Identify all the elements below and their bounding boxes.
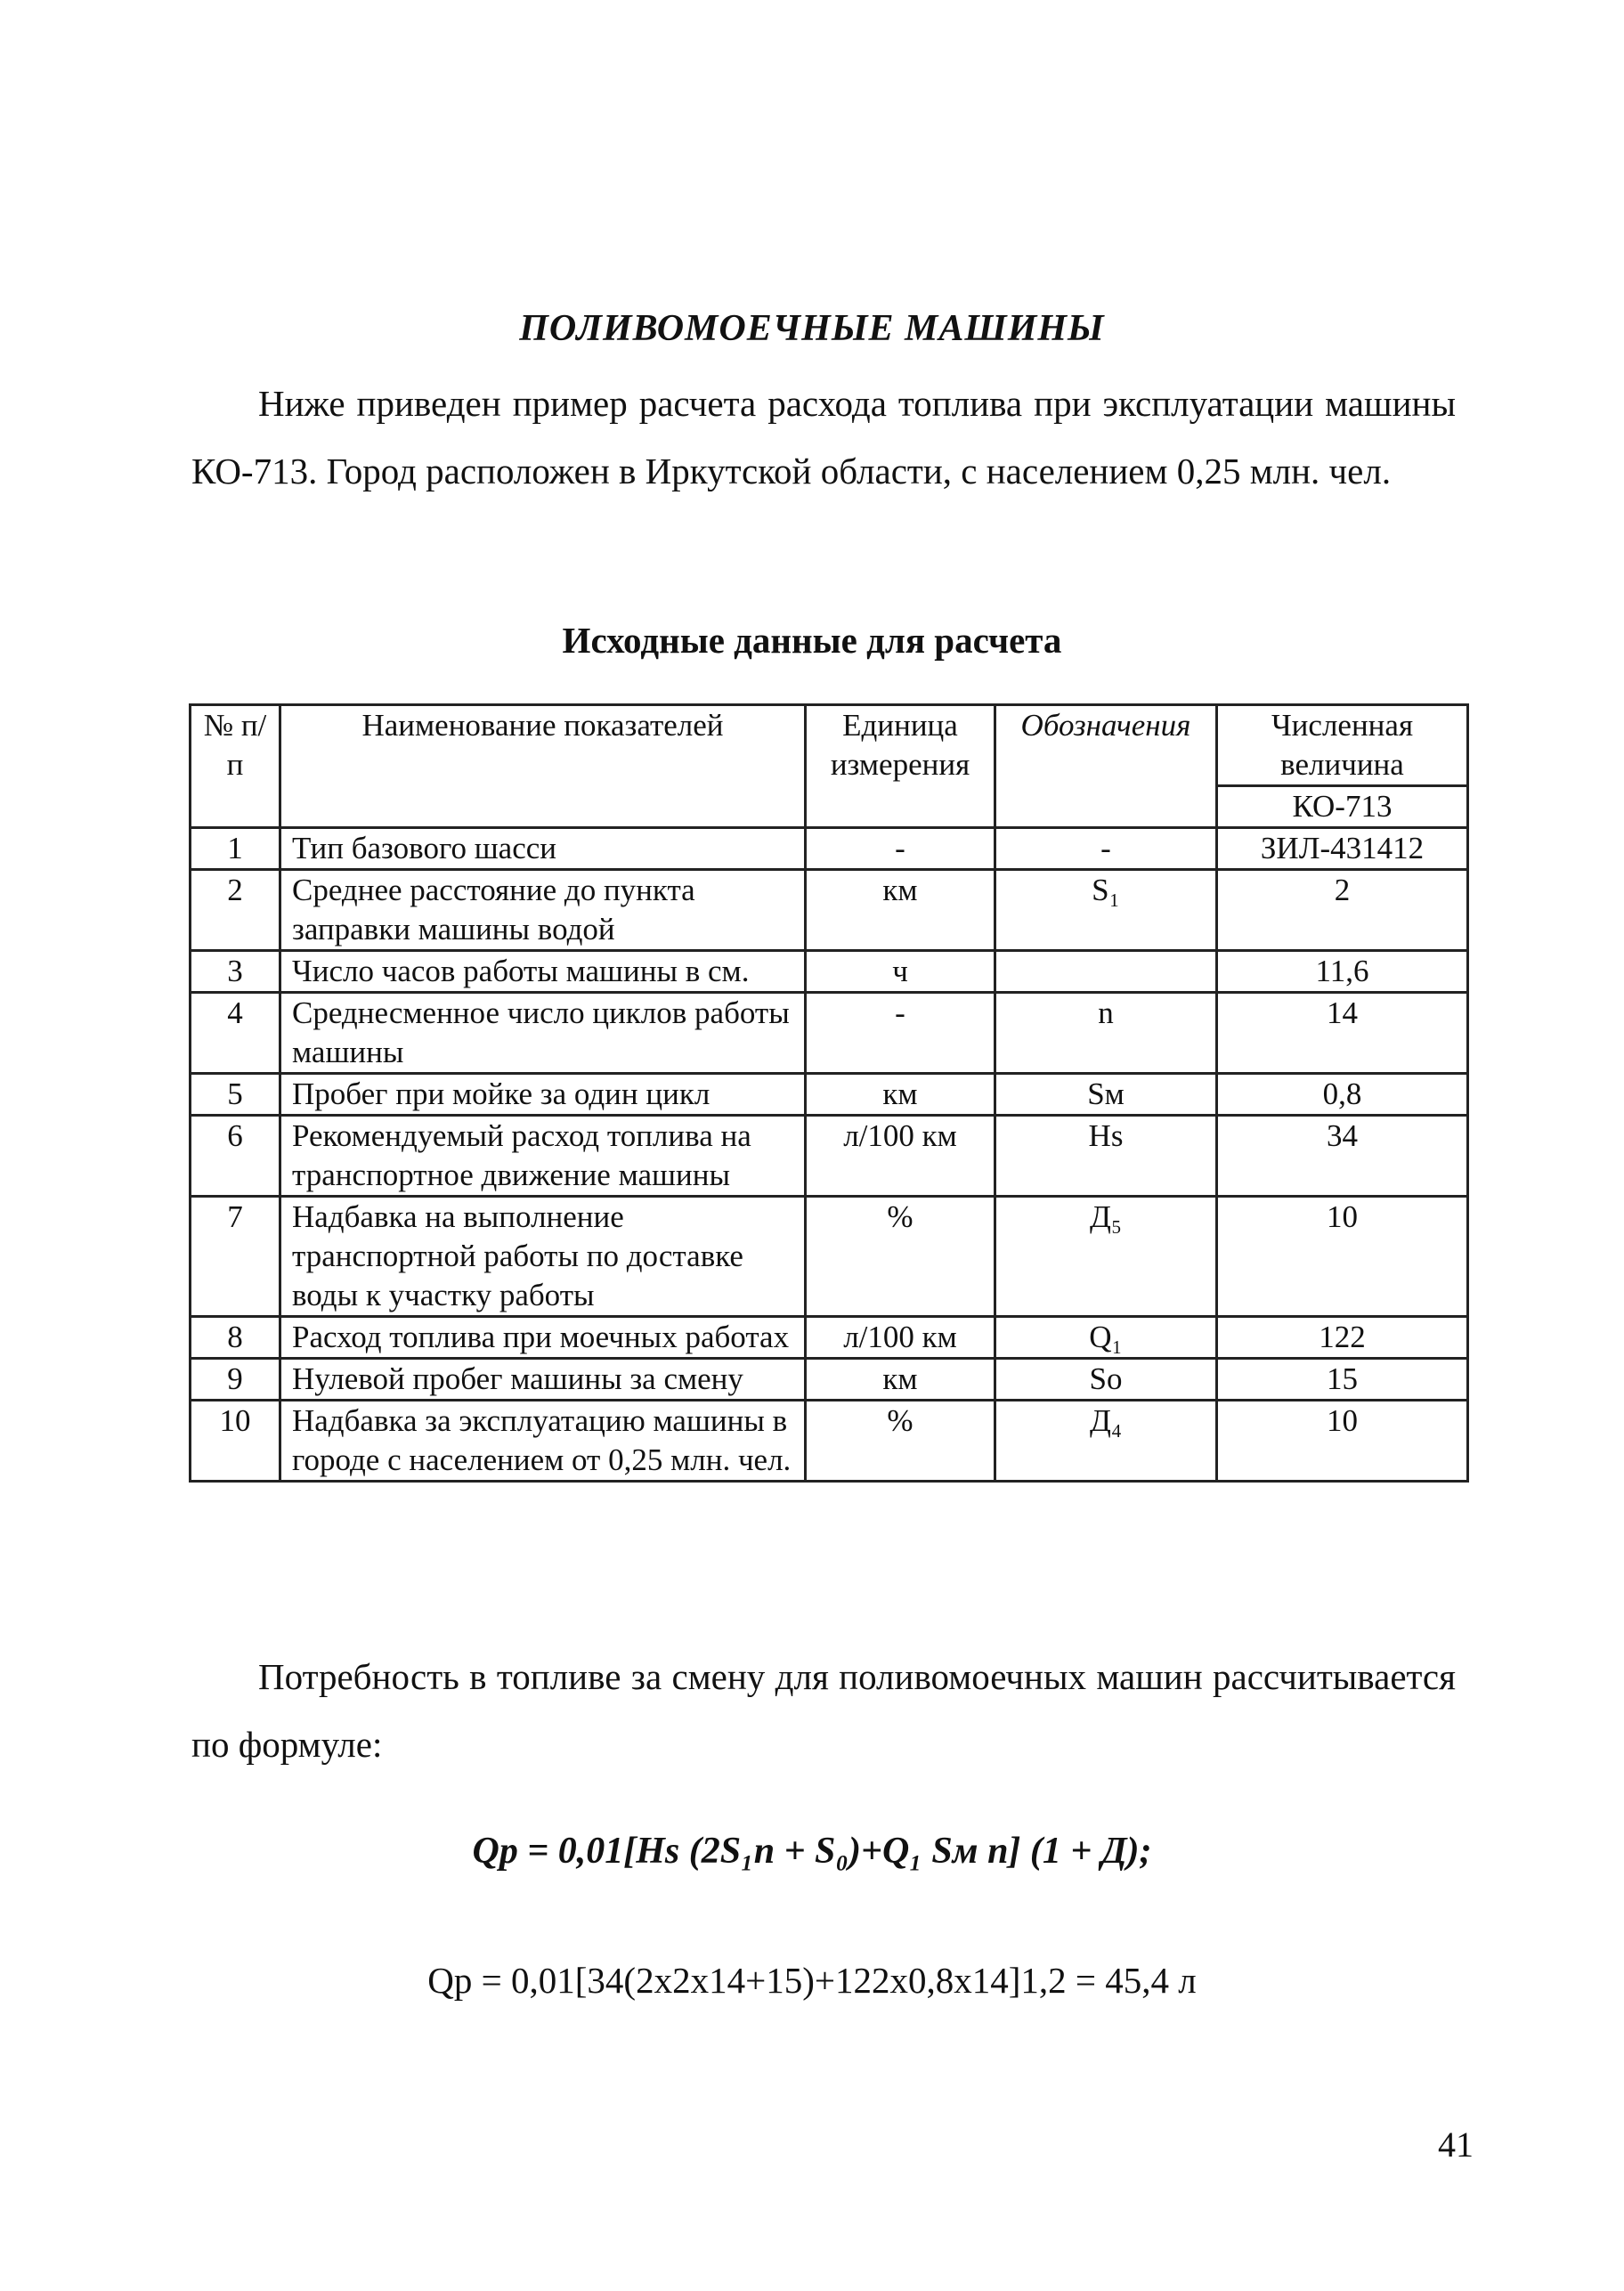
- row-symbol: Д₅: [995, 1197, 1217, 1317]
- row-value: 11,6: [1217, 951, 1468, 993]
- header-value: Численная величина: [1217, 705, 1468, 786]
- row-num: 3: [191, 951, 280, 993]
- row-value: 15: [1217, 1359, 1468, 1401]
- row-symbol: S₁: [995, 870, 1217, 951]
- header-symbol-text: Обозначения: [1020, 708, 1191, 743]
- row-symbol: n: [995, 993, 1217, 1074]
- row-value: ЗИЛ-431412: [1217, 828, 1468, 870]
- row-symbol: [995, 951, 1217, 993]
- row-symbol: Hs: [995, 1116, 1217, 1197]
- row-value: 2: [1217, 870, 1468, 951]
- row-symbol: Sм: [995, 1074, 1217, 1116]
- table-row: [191, 870, 1468, 951]
- page-number: 41: [1438, 2124, 1474, 2165]
- row-symbol: Д₄: [995, 1401, 1217, 1482]
- row-name: Надбавка за эксплуатацию машины в городе с населением от 0,25 млн. чел.: [280, 1401, 806, 1482]
- table-row: [191, 1359, 1468, 1401]
- row-num: 4: [191, 993, 280, 1074]
- row-num: 9: [191, 1359, 280, 1401]
- row-unit: л/100 км: [806, 1116, 995, 1197]
- fuel-calculation: Qр = 0,01[34(2x2x14+15)+122x0,8x14]1,2 = 45,4 л: [427, 1960, 1197, 2001]
- section-title: ПОЛИВОМОЕЧНЫЕ МАШИНЫ: [519, 308, 1105, 349]
- row-num: 5: [191, 1074, 280, 1116]
- row-unit: л/100 км: [806, 1317, 995, 1359]
- table-row: [191, 1074, 1468, 1116]
- row-name: Расход топлива при моечных работах: [280, 1317, 806, 1359]
- row-symbol: -: [995, 828, 1217, 870]
- row-name: Рекомендуемый расход топлива на транспортное движение машины: [280, 1116, 806, 1197]
- input-data-table: [189, 703, 1469, 1483]
- table-row: [191, 1197, 1468, 1317]
- row-value: 122: [1217, 1317, 1468, 1359]
- row-name: Число часов работы машины в см.: [280, 951, 806, 993]
- row-name: Среднее расстояние до пункта заправки машины водой: [280, 870, 806, 951]
- table-row: [191, 1116, 1468, 1197]
- row-name: Пробег при мойке за один цикл: [280, 1074, 806, 1116]
- row-name: Надбавка на выполнение транспортной работы по доставке воды к участку работы: [280, 1197, 806, 1317]
- table-row: [191, 993, 1468, 1074]
- row-name: Среднесменное число циклов работы машины: [280, 993, 806, 1074]
- header-name: Наименование показателей: [280, 705, 806, 828]
- table-row: [191, 951, 1468, 993]
- row-num: 2: [191, 870, 280, 951]
- row-value: 10: [1217, 1401, 1468, 1482]
- row-unit: ч: [806, 951, 995, 993]
- row-symbol: Q₁: [995, 1317, 1217, 1359]
- row-name: Нулевой пробег машины за смену: [280, 1359, 806, 1401]
- table-header-row: [191, 705, 1468, 786]
- row-unit: %: [806, 1401, 995, 1482]
- row-unit: -: [806, 993, 995, 1074]
- row-value: 34: [1217, 1116, 1468, 1197]
- row-num: 6: [191, 1116, 280, 1197]
- header-value-model: КО-713: [1217, 786, 1468, 828]
- row-num: 8: [191, 1317, 280, 1359]
- intro-paragraph: Ниже приведен пример расчета расхода топлива при эксплуатации машины КО-713. Город расположен в Иркутской области, с населением 0,25 млн. чел.: [191, 383, 1456, 492]
- row-unit: км: [806, 1359, 995, 1401]
- row-unit: -: [806, 828, 995, 870]
- table-row: [191, 1317, 1468, 1359]
- row-unit: %: [806, 1197, 995, 1317]
- row-name: Тип базового шасси: [280, 828, 806, 870]
- row-unit: км: [806, 1074, 995, 1116]
- row-num: 7: [191, 1197, 280, 1317]
- row-unit: км: [806, 870, 995, 951]
- table-caption: Исходные данные для расчета: [562, 620, 1062, 661]
- row-num: 1: [191, 828, 280, 870]
- header-unit: Единица измерения: [806, 705, 995, 828]
- row-symbol: So: [995, 1359, 1217, 1401]
- row-value: 14: [1217, 993, 1468, 1074]
- row-value: 10: [1217, 1197, 1468, 1317]
- header-num: № п/п: [191, 705, 280, 828]
- fuel-formula: Qр = 0,01[Hs (2S₁n + S₀)+Q₁ Sм n] (1 + Д);: [472, 1831, 1152, 1872]
- table-row: [191, 828, 1468, 870]
- fuel-need-paragraph: Потребность в топливе за смену для поливомоечных машин рассчитывается по формуле:: [191, 1656, 1456, 1765]
- header-symbol: [995, 705, 1217, 828]
- table-row: [191, 1401, 1468, 1482]
- row-num: 10: [191, 1401, 280, 1482]
- row-value: 0,8: [1217, 1074, 1468, 1116]
